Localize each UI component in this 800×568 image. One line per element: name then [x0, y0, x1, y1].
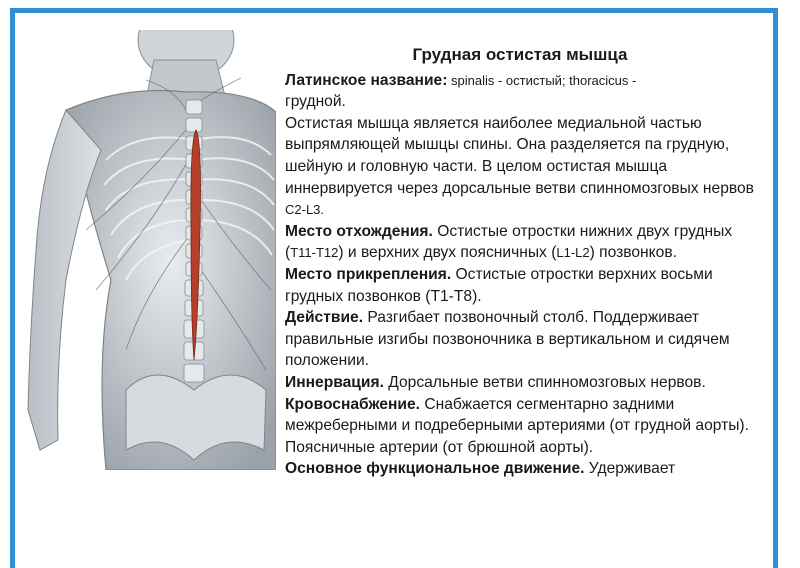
page-title: Грудная остистая мышца: [412, 45, 628, 64]
origin-text-b: ) и верхних двух поясничных (: [338, 244, 557, 262]
function: [285, 458, 755, 480]
text-content: [285, 44, 755, 480]
function-text: Удерживает: [584, 460, 676, 478]
blood-supply-label: Кровоснабжение.: [285, 395, 420, 413]
origin-label: Место отхождения.: [285, 222, 433, 240]
description: [285, 113, 755, 221]
latin-name: [285, 70, 755, 113]
latin-name-translation: грудной.: [285, 93, 346, 111]
origin-text-c: ) позвонков.: [589, 244, 677, 262]
insertion-text: Остистые отростки верхних восьми грудных позвонков (Т1-Т8).: [285, 265, 713, 305]
origin-segment-thoracic: T11-T12: [290, 245, 339, 261]
anatomy-illustration: [26, 30, 276, 470]
description-segments: C2-L3.: [285, 202, 325, 218]
innervation-text: Дорсальные ветви спинномозговых нервов.: [383, 373, 706, 391]
latin-name-label: Латинское название:: [285, 71, 448, 89]
latin-name-text: spinalis - остистый; thoracicus -: [447, 72, 637, 88]
blood-supply: [285, 394, 755, 459]
spine-anatomy-image: [26, 30, 276, 470]
innervation: [285, 372, 755, 394]
origin: [285, 221, 755, 264]
origin-text-a: Остистые отростки нижних двух грудных (: [285, 222, 733, 262]
action-text: Разгибает позвоночный столб. Поддерживает правильные изгибы позвоночника в вертикальном и сидячем положении.: [285, 309, 730, 370]
action: [285, 307, 755, 372]
origin-segment-lumbar: L1-L2: [556, 245, 590, 261]
function-label: Основное функциональное движение.: [285, 460, 585, 478]
description-text: Остистая мышца является наиболее медиальной частью выпрямляющей мышцы спины. Она разделяется па грудную, шейную и головную части. В целом остистая мышца иннервируется через дорсальные ветви спинномозговых нервов: [285, 114, 754, 197]
insertion: [285, 264, 755, 307]
action-label: Действие.: [285, 309, 364, 327]
blood-supply-text: Снабжается сегментарно задними межреберными и подреберными артериями (от грудной аорты). Поясничные артерии (от брюшной аорты).: [285, 395, 749, 456]
insertion-label: Место прикрепления.: [285, 265, 452, 283]
innervation-label: Иннервация.: [285, 373, 384, 391]
